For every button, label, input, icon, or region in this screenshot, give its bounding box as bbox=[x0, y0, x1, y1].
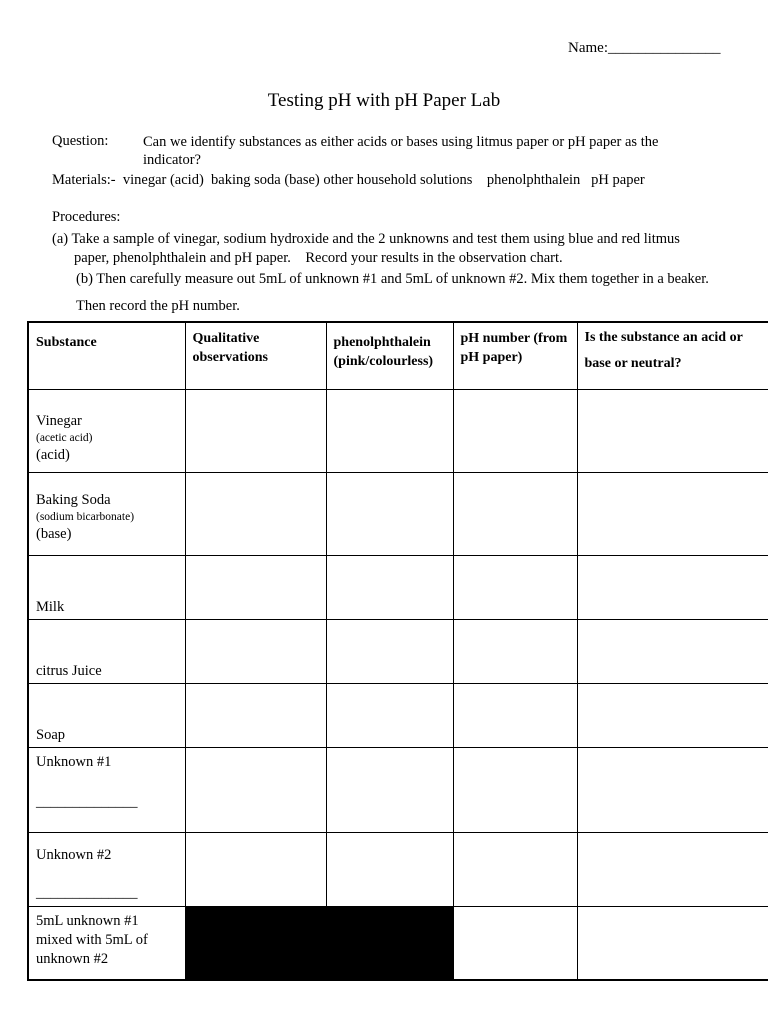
procedure-a-line2: paper, phenolphthalein and pH paper. Record your results in the observation chart. bbox=[74, 250, 563, 266]
substance-tag: (acid) bbox=[36, 446, 70, 463]
qualitative-cell[interactable] bbox=[185, 683, 326, 747]
name-field-label: Name:_______________ bbox=[568, 40, 721, 56]
table-row bbox=[28, 619, 768, 683]
acid-base-cell[interactable] bbox=[577, 555, 768, 619]
ph-number-cell[interactable] bbox=[453, 906, 577, 980]
header-acid-base: Is the substance an acid or base or neutral? bbox=[577, 322, 768, 389]
procedures-label: Procedures: bbox=[52, 209, 121, 225]
question-text: Can we identify substances as either acids or bases using litmus paper or pH paper as the indicator? bbox=[143, 134, 659, 168]
procedure-a-line1: (a) Take a sample of vinegar, sodium hydroxide and the 2 unknowns and test them using blue and red litmus bbox=[52, 231, 680, 247]
substance-cell bbox=[28, 683, 185, 747]
unknown-name-blank[interactable]: ______________ bbox=[36, 793, 138, 810]
qualitative-cell[interactable] bbox=[185, 555, 326, 619]
substance-cell bbox=[28, 389, 185, 472]
header-qualitative: Qualitative observations bbox=[185, 322, 326, 389]
page-title: Testing pH with pH Paper Lab bbox=[267, 90, 501, 111]
substance-name: Vinegar bbox=[36, 412, 82, 429]
table-row bbox=[28, 389, 768, 472]
substance-cell bbox=[28, 832, 185, 906]
qualitative-cell[interactable] bbox=[185, 832, 326, 906]
substance-cell bbox=[28, 906, 185, 980]
table-row bbox=[28, 472, 768, 555]
acid-base-cell[interactable] bbox=[577, 683, 768, 747]
procedure-a bbox=[52, 230, 732, 267]
qualitative-cell[interactable] bbox=[185, 747, 326, 832]
phenolphthalein-cell[interactable] bbox=[326, 619, 453, 683]
qualitative-cell[interactable] bbox=[185, 472, 326, 555]
phenolphthalein-cell[interactable] bbox=[326, 555, 453, 619]
table-header-row bbox=[28, 322, 768, 389]
substance-cell bbox=[28, 555, 185, 619]
header-ph-number: pH number (from pH paper) bbox=[453, 322, 577, 389]
unknown-name-blank[interactable]: ______________ bbox=[36, 884, 138, 901]
substance-name: Baking Soda bbox=[36, 491, 111, 508]
table-row bbox=[28, 683, 768, 747]
acid-base-cell[interactable] bbox=[577, 747, 768, 832]
substance-name: Unknown #1 bbox=[36, 753, 112, 770]
phenolphthalein-cell[interactable] bbox=[326, 389, 453, 472]
ph-number-cell[interactable] bbox=[453, 832, 577, 906]
materials-text: Materials:- vinegar (acid) baking soda (base) other household solutions phenolphthalein pH paper bbox=[52, 172, 645, 188]
substance-name: citrus Juice bbox=[36, 662, 102, 679]
substance-cell bbox=[28, 747, 185, 832]
mix-line2: mixed with 5mL of bbox=[36, 931, 148, 948]
phenolphthalein-cell[interactable] bbox=[326, 472, 453, 555]
substance-name: Milk bbox=[36, 598, 65, 615]
acid-base-cell[interactable] bbox=[577, 906, 768, 980]
substance-cell bbox=[28, 619, 185, 683]
header-substance: Substance bbox=[28, 322, 185, 389]
acid-base-cell[interactable] bbox=[577, 832, 768, 906]
phenolphthalein-cell[interactable] bbox=[326, 832, 453, 906]
table-row bbox=[28, 832, 768, 906]
table-row bbox=[28, 555, 768, 619]
table-row bbox=[28, 747, 768, 832]
table-row bbox=[28, 906, 768, 980]
observation-chart bbox=[27, 321, 768, 981]
ph-number-cell[interactable] bbox=[453, 472, 577, 555]
mix-line1: 5mL unknown #1 bbox=[36, 912, 139, 929]
acid-base-cell[interactable] bbox=[577, 619, 768, 683]
mix-line3: unknown #2 bbox=[36, 950, 109, 967]
ph-number-cell[interactable] bbox=[453, 683, 577, 747]
qualitative-cell[interactable] bbox=[185, 619, 326, 683]
acid-base-cell[interactable] bbox=[577, 389, 768, 472]
ph-number-cell[interactable] bbox=[453, 619, 577, 683]
substance-subname: (acetic acid) bbox=[36, 431, 93, 444]
ph-number-cell[interactable] bbox=[453, 389, 577, 472]
acid-base-cell[interactable] bbox=[577, 472, 768, 555]
substance-subname: (sodium bicarbonate) bbox=[36, 510, 135, 523]
blacked-out-cell bbox=[185, 906, 453, 980]
procedure-b: (b) Then carefully measure out 5mL of unknown #1 and 5mL of unknown #2. Mix them together in a beaker. Then record the pH number. bbox=[76, 271, 709, 314]
substance-name: Unknown #2 bbox=[36, 846, 112, 863]
substance-tag: (base) bbox=[36, 525, 72, 542]
phenolphthalein-cell[interactable] bbox=[326, 747, 453, 832]
question-label: Question: bbox=[52, 133, 109, 149]
phenolphthalein-cell[interactable] bbox=[326, 683, 453, 747]
ph-number-cell[interactable] bbox=[453, 555, 577, 619]
ph-number-cell[interactable] bbox=[453, 747, 577, 832]
substance-cell bbox=[28, 472, 185, 555]
header-phenolphthalein: phenolphthalein (pink/colourless) bbox=[326, 322, 453, 389]
substance-name: Soap bbox=[36, 726, 65, 743]
qualitative-cell[interactable] bbox=[185, 389, 326, 472]
